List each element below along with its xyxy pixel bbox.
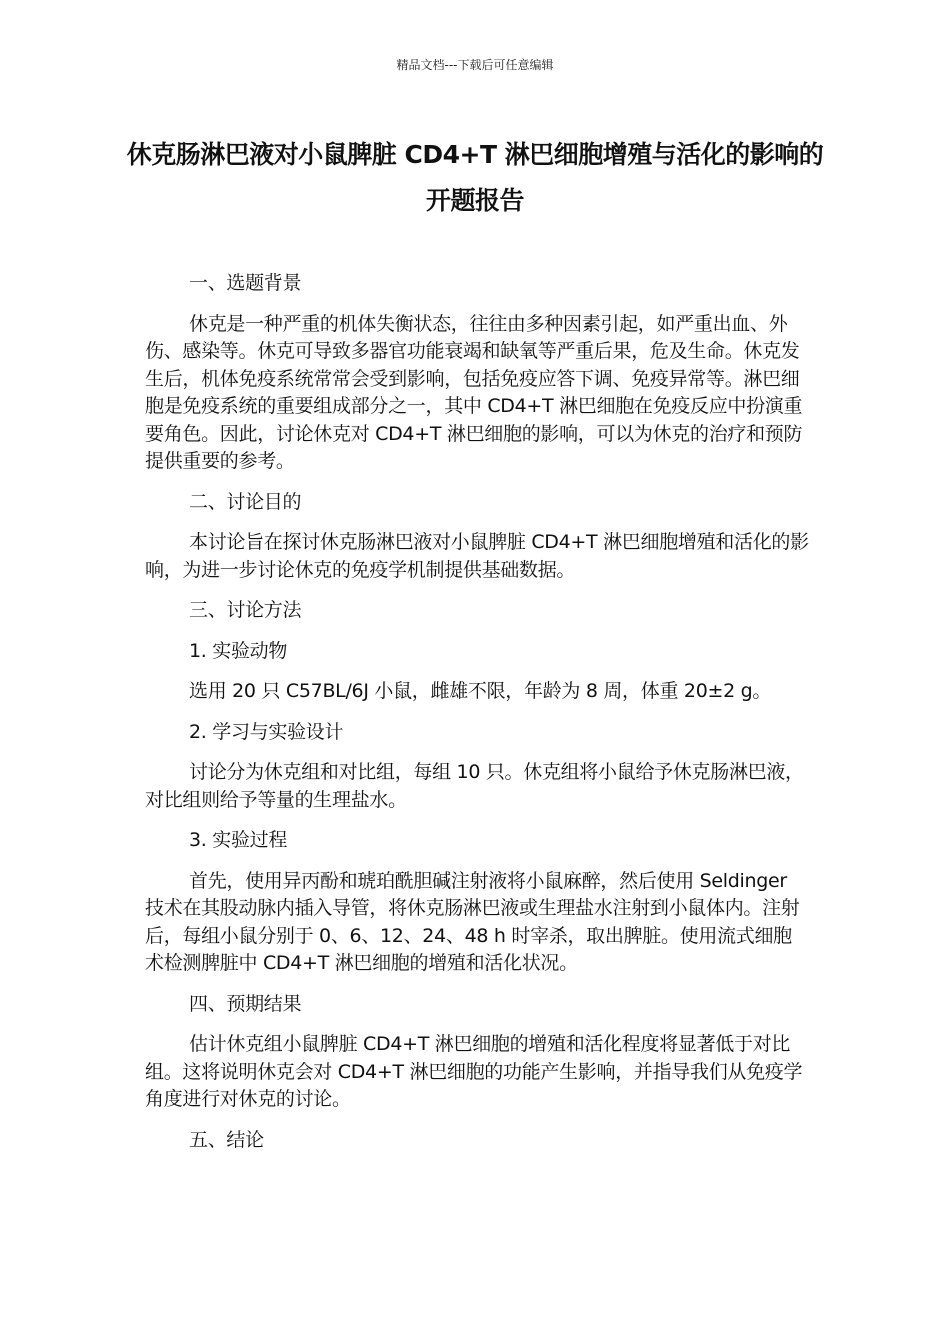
subheading-design: 2. 学习与实验设计 — [189, 720, 344, 743]
paragraph-design: 讨论分为休克组和对比组，每组 10 只。休克组将小鼠给予休克肠淋巴液，对比组则给予等量的生理盐水。 — [145, 761, 804, 811]
paragraph-purpose: 本讨论旨在探讨休克肠淋巴液对小鼠脾脏 CD4+T 淋巴细胞增殖和活化的影响，为进一步讨论休克的免疫学机制提供基础数据。 — [145, 531, 809, 581]
document-title: 休克肠淋巴液对小鼠脾脏 CD4+T 淋巴细胞增殖与活化的影响的开题报告 — [126, 140, 824, 215]
paragraph-procedure: 首先，使用异丙酚和琥珀酰胆碱注射液将小鼠麻醉，然后使用 Seldinger 技术在其股动脉内插入导管，将休克肠淋巴液或生理盐水注射到小鼠体内。注射后，每组小鼠分别于 0、6、12、24、48 h 时宰杀，取出脾脏。使用流式细胞术检测脾脏中 CD4+T 淋巴细胞的增殖和活化状况。 — [145, 869, 800, 974]
document-body — [145, 270, 810, 1167]
paragraph-animals: 选用 20 只 C57BL/6J 小鼠，雌雄不限，年龄为 8 周，体重 20±2 g。 — [189, 680, 772, 702]
paragraph-expected-results: 估计休克组小鼠脾脏 CD4+T 淋巴细胞的增殖和活化程度将显著低于对比组。这将说明休克会对 CD4+T 淋巴细胞的功能产生影响，并指导我们从免疫学角度进行对休克的讨论。 — [145, 1033, 803, 1110]
section-heading-expected-results: 四、预期结果 — [189, 992, 302, 1015]
page-header: 精品文档---下载后可任意编辑 — [396, 58, 554, 72]
section-heading-background: 一、选题背景 — [189, 272, 302, 294]
subheading-animals: 1. 实验动物 — [189, 639, 288, 662]
section-heading-methods: 三、讨论方法 — [189, 599, 302, 621]
section-heading-conclusion: 五、结论 — [189, 1128, 264, 1151]
subheading-procedure: 3. 实验过程 — [189, 829, 288, 851]
section-heading-purpose: 二、讨论目的 — [189, 490, 302, 513]
paragraph-background: 休克是一种严重的机体失衡状态，往往由多种因素引起，如严重出血、外伤、感染等。休克可导致多器官功能衰竭和缺氧等严重后果，危及生命。休克发生后，机体免疫系统常常会受到影响，包括免疫应答下调、免疫异常等。淋巴细胞是免疫系统的重要组成部分之一，其中 CD4+T 淋巴细胞在免疫反应中扮演重要角色。因此，讨论休克对 CD4+T 淋巴细胞的影响，可以为休克的治疗和预防提供重要的参考。 — [145, 312, 803, 472]
